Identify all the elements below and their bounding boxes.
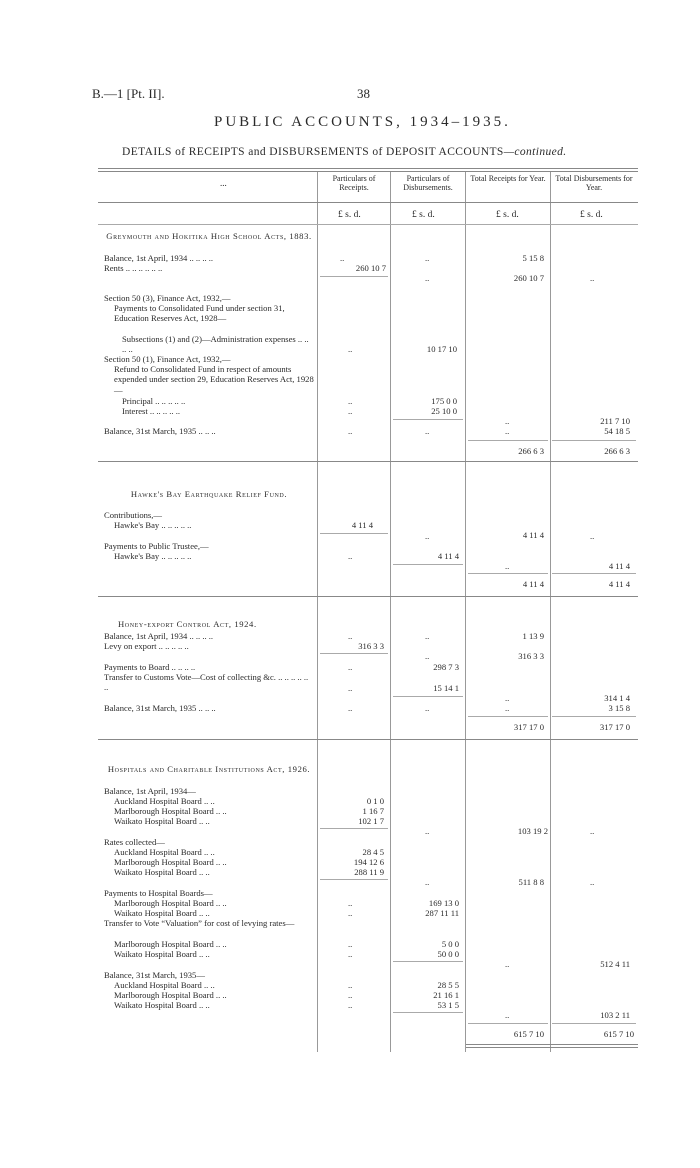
section-heading-hawkes-bay: Hawke's Bay Earthquake Relief Fund. [130, 489, 288, 499]
hosp-opening-auckland-receipts: 0 1 0 [366, 796, 384, 806]
lsd-receipts: £ s. d. [338, 210, 361, 220]
hawkes-payments-dtotal: 4 11 4 [608, 561, 630, 571]
greymouth-dtotal-rule [552, 440, 636, 441]
col-divider-1 [317, 172, 318, 1052]
hosp-rates-marlborough-label: Marlborough Hospital Board .. .. [114, 857, 227, 867]
section-heading-hospitals: Hospitals and Charitable Institutions Act, 1926. [107, 764, 311, 774]
honey-opening-receipts: .. [348, 631, 353, 641]
greymouth-end-rule [98, 461, 638, 462]
hosp-valuation-waikato-disb: 50 0 0 [437, 949, 459, 959]
hawkes-contributions-total: 4 11 4 [522, 530, 544, 540]
greymouth-total-rule [468, 440, 548, 441]
honey-sub-dtotal: 314 1 4 [604, 693, 630, 703]
greymouth-interest-disbursements: 25 10 0 [431, 406, 457, 416]
greymouth-grand-total: 266 6 3 [518, 446, 544, 456]
hawkes-dtotal-rule [552, 573, 636, 574]
greymouth-finance-act-1-label: Section 50 (1), Finance Act, 1932,— [104, 354, 231, 364]
hosp-opening-dtotal: .. [590, 826, 595, 836]
honey-opening-total: 1 13 9 [522, 631, 544, 641]
greymouth-opening-balance-label: Balance, 1st April, 1934 .. .. .. .. [104, 253, 214, 263]
honey-dtotal-rule [552, 716, 636, 717]
greymouth-interest-receipts: .. [348, 406, 353, 416]
honey-opening-disbursements: .. [425, 631, 430, 641]
greymouth-closing-receipts: .. [348, 426, 353, 436]
particulars-receipts-header: Particulars of Receipts. [332, 174, 376, 192]
page-number: 38 [357, 86, 370, 101]
honey-levy-label: Levy on export .. .. .. .. .. [104, 641, 189, 651]
hosp-rates-auckland-label: Auckland Hospital Board .. .. [114, 847, 215, 857]
header-bottom-rule [98, 202, 638, 203]
greymouth-refund-label: Refund to Consolidated Fund in respect of amounts expended under section 29, Education Reserves Act, 1928— [114, 364, 314, 395]
hawkes-disb-rule [393, 564, 463, 565]
page-subtitle [122, 146, 567, 158]
units-rule [98, 224, 638, 225]
hawkes-contributions-dtotal: .. [590, 531, 595, 541]
hosp-payments-waikato-label: Waikato Hospital Board .. .. [114, 908, 210, 918]
greymouth-finance-act-3-label: Section 50 (3), Finance Act, 1932,— [104, 293, 231, 303]
honey-sub-total: .. [505, 693, 510, 703]
honey-closing-total: .. [505, 703, 510, 713]
honey-closing-balance-label: Balance, 31st March, 1935 .. .. .. [104, 703, 216, 713]
greymouth-interest-label: Interest .. .. .. .. .. [122, 406, 180, 416]
honey-opening-balance-label: Balance, 1st April, 1934 .. .. .. .. [104, 631, 214, 641]
hawkes-contrib-disbursements: .. [425, 531, 430, 541]
hosp-rates-marlborough-receipts: 194 12 6 [353, 857, 384, 867]
hosp-dtotal-rule [552, 1023, 636, 1024]
hawkes-grand-dtotal: 4 11 4 [608, 579, 630, 589]
honey-customs-transfer-label: Transfer to Customs Vote—Cost of collecting &c. .. .. .. .. .. .. [104, 672, 309, 693]
col-divider-4 [550, 172, 551, 1052]
honey-closing-dtotal: 3 15 8 [608, 703, 630, 713]
honey-grand-dtotal: 317 17 0 [599, 722, 630, 732]
greymouth-principal-label: Principal .. .. .. .. .. [122, 396, 186, 406]
hosp-pv-total: .. [505, 959, 510, 969]
honey-levy-disbursements: .. [425, 651, 430, 661]
greymouth-opening-balance-receipts: .. [340, 253, 345, 263]
greymouth-grand-dtotal: 266 6 3 [604, 446, 630, 456]
greymouth-rents-rule [320, 276, 388, 277]
subtitle-continued: —continued. [503, 146, 567, 158]
lsd-total-receipts: £ s. d. [496, 210, 519, 220]
hosp-closing-label: Balance, 31st March, 1935— [104, 970, 205, 980]
report-reference: B.—1 [Pt. II]. [92, 86, 165, 101]
hosp-opening-label: Balance, 1st April, 1934— [104, 786, 196, 796]
hosp-grand-total: 615 7 10 [513, 1029, 544, 1039]
hawkes-payments-disbursements: 4 11 4 [437, 551, 459, 561]
hosp-closing-auckland-disb: 28 5 5 [437, 980, 459, 990]
hosp-valuation-transfer-label: Transfer to Vote “Valuation” for cost of levying rates— [104, 918, 295, 928]
greymouth-principal-receipts: .. [348, 396, 353, 406]
greymouth-sub-dtotal: 211 7 10 [600, 416, 630, 426]
greymouth-closing-total: .. [505, 426, 510, 436]
hosp-opening-marlborough-label: Marlborough Hospital Board .. .. [114, 806, 227, 816]
hosp-opening-auckland-label: Auckland Hospital Board .. .. [114, 796, 215, 806]
table-bottom-rule [466, 1044, 638, 1045]
honey-end-rule [98, 739, 638, 740]
honey-levy-receipts: 316 3 3 [358, 641, 384, 651]
greymouth-rents-dtotal: .. [590, 273, 595, 283]
greymouth-rents-receipts: 260 10 7 [355, 263, 386, 273]
honey-levy-rule [320, 653, 388, 654]
table-top-rule [98, 168, 638, 169]
greymouth-closing-disbursements: .. [425, 426, 430, 436]
honey-closing-receipts: .. [348, 703, 353, 713]
greymouth-admin-expenses-label: Subsections (1) and (2)—Administration expenses .. .. .. .. [122, 334, 309, 355]
lsd-disbursements: £ s. d. [412, 210, 435, 220]
section-heading-greymouth: Greymouth and Hokitika High School Acts, 1883. [106, 231, 312, 241]
hawkes-end-rule [98, 596, 638, 597]
hosp-rates-label: Rates collected— [104, 837, 165, 847]
hosp-valuation-marlborough-disb: 5 0 0 [441, 939, 459, 949]
hawkes-contrib-rule [320, 533, 388, 534]
hosp-payments-waikato-disb: 287 11 11 [425, 908, 459, 918]
honey-total-rule [468, 716, 548, 717]
greymouth-principal-disbursements: 175 0 0 [431, 396, 457, 406]
hosp-valuation-waikato-label: Waikato Hospital Board .. .. [114, 949, 210, 959]
hawkes-payments-hb-label: Hawke's Bay .. .. .. .. .. [114, 551, 192, 561]
hosp-payments-marlborough-label: Marlborough Hospital Board .. .. [114, 898, 227, 908]
honey-board-disbursements: 298 7 3 [433, 662, 459, 672]
honey-board-receipts: .. [348, 662, 353, 672]
hosp-valuation-marlborough-label: Marlborough Hospital Board .. .. [114, 939, 227, 949]
hosp-grand-dtotal: 615 7 10 [603, 1029, 634, 1039]
hosp-rates-rule [320, 879, 388, 880]
subtitle-main: DETAILS of RECEIPTS and DISBURSEMENTS of DEPOSIT ACCOUNTS [122, 146, 504, 158]
hawkes-payments-receipts: .. [348, 551, 353, 561]
greymouth-opening-balance-total: 5 15 8 [522, 253, 544, 263]
hosp-closing-waikato-label: Waikato Hospital Board .. .. [114, 1000, 210, 1010]
greymouth-disb-rule [393, 419, 463, 420]
greymouth-sub-total: .. [505, 416, 510, 426]
hosp-opening-rule [320, 828, 388, 829]
hosp-opening-waikato-receipts: 102 1 7 [358, 816, 384, 826]
hosp-closing-total: .. [505, 1010, 510, 1020]
hosp-rates-total: 511 8 8 [518, 877, 544, 887]
total-disbursements-header: Total Disbursements for Year. [555, 174, 633, 192]
table-top-rule-2 [98, 171, 638, 172]
hosp-payments-marlborough-disb: 169 13 0 [428, 898, 459, 908]
hosp-opening-total: 103 19 2 [517, 826, 548, 836]
greymouth-rents-total: 260 10 7 [513, 273, 544, 283]
hosp-closing-marlborough-disb: 21 16 1 [433, 990, 459, 1000]
greymouth-admin-disbursements: 10 17 10 [426, 344, 457, 354]
hosp-opening-disbursements: .. [425, 826, 430, 836]
total-receipts-header: Total Receipts for Year. [470, 174, 546, 183]
honey-payments-board-label: Payments to Board .. .. .. .. [104, 662, 196, 672]
greymouth-rents-disbursements: .. [425, 273, 430, 283]
honey-grand-total: 317 17 0 [513, 722, 544, 732]
hawkes-grand-total: 4 11 4 [522, 579, 544, 589]
hosp-rates-waikato-label: Waikato Hospital Board .. .. [114, 867, 210, 877]
hosp-closing-marlborough-receipts: .. [348, 990, 353, 1000]
honey-levy-total: 316 3 3 [518, 651, 544, 661]
hosp-rates-dtotal: .. [590, 877, 595, 887]
hosp-payments-label: Payments to Hospital Boards— [104, 888, 213, 898]
hosp-payments-marlborough-receipts: .. [348, 898, 353, 908]
greymouth-closing-dtotal: 54 18 5 [604, 426, 630, 436]
page-title: PUBLIC ACCOUNTS, 1934–1935. [214, 114, 511, 130]
section-heading-honey: Honey-export Control Act, 1924. [118, 619, 257, 629]
honey-disb-rule [393, 696, 463, 697]
greymouth-payments-consolidated-label: Payments to Consolidated Fund under section 31, Education Reserves Act, 1928— [114, 303, 285, 324]
honey-customs-receipts: .. [348, 683, 353, 693]
greymouth-admin-receipts: .. [348, 344, 353, 354]
hosp-closing-marlborough-label: Marlborough Hospital Board .. .. [114, 990, 227, 1000]
hosp-payments-waikato-receipts: .. [348, 908, 353, 918]
description-column-header: ... [220, 178, 227, 188]
hosp-rates-disbursements: .. [425, 877, 430, 887]
hawkes-contributions-label: Contributions,— [104, 510, 163, 520]
greymouth-opening-balance-disbursements: .. [425, 253, 430, 263]
hosp-closing-rule [393, 1012, 463, 1013]
hawkes-payments-total: .. [505, 561, 510, 571]
hosp-closing-waikato-disb: 53 1 5 [437, 1000, 459, 1010]
hosp-opening-marlborough-receipts: 1 16 7 [362, 806, 384, 816]
col-divider-2 [390, 172, 391, 1052]
particulars-disbursements-header: Particulars of Disbursements. [403, 174, 453, 192]
hosp-pv-dtotal: 512 4 11 [600, 959, 630, 969]
lsd-total-disbursements: £ s. d. [580, 210, 603, 220]
greymouth-closing-balance-label: Balance, 31st March, 1935 .. .. .. [104, 426, 216, 436]
honey-closing-disbursements: .. [425, 703, 430, 713]
hosp-valuation-waikato-receipts: .. [348, 949, 353, 959]
honey-customs-disbursements: 15 14 1 [433, 683, 459, 693]
hosp-closing-dtotal: 103 2 11 [600, 1010, 630, 1020]
hosp-closing-waikato-receipts: .. [348, 1000, 353, 1010]
table-bottom-rule-2 [466, 1047, 638, 1048]
hosp-valuation-marlborough-receipts: .. [348, 939, 353, 949]
greymouth-rents-label: Rents .. .. .. .. .. .. [104, 263, 163, 273]
hosp-opening-waikato-label: Waikato Hospital Board .. .. [114, 816, 210, 826]
hawkes-payments-label: Payments to Public Trustee,— [104, 541, 209, 551]
col-divider-3 [465, 172, 466, 1052]
hawkes-contributions-receipts: 4 11 4 [351, 520, 373, 530]
hosp-closing-auckland-receipts: .. [348, 980, 353, 990]
hosp-rates-auckland-receipts: 28 4 5 [362, 847, 384, 857]
hosp-closing-auckland-label: Auckland Hospital Board .. .. [114, 980, 215, 990]
hawkes-total-rule [468, 573, 548, 574]
hawkes-contributions-hb-label: Hawke's Bay .. .. .. .. .. [114, 520, 192, 530]
hosp-valuation-rule [393, 961, 463, 962]
hosp-rates-waikato-receipts: 288 11 9 [354, 867, 384, 877]
hosp-total-rule [468, 1023, 548, 1024]
